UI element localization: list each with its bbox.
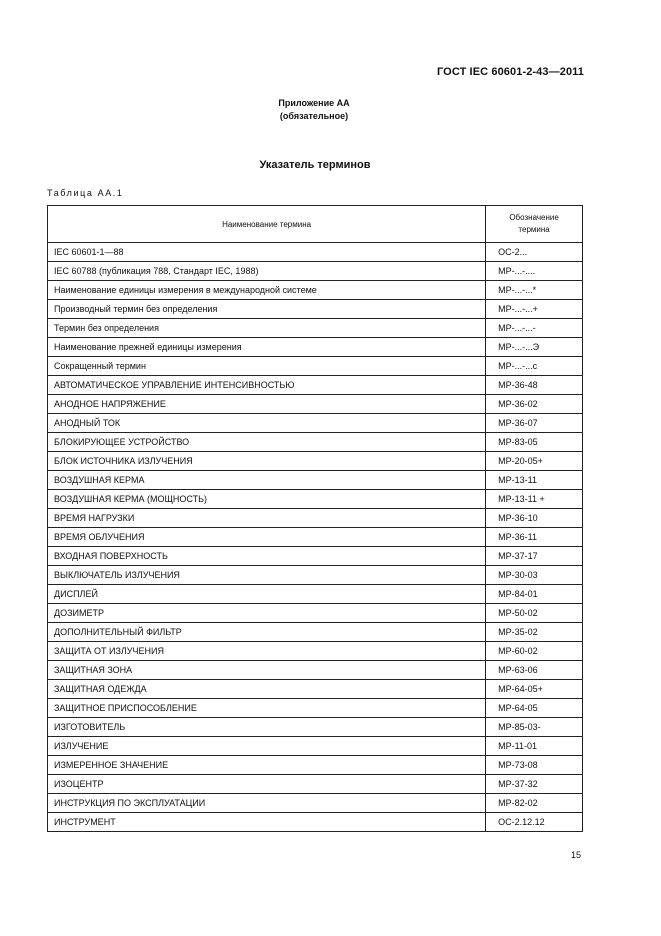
table-row (48, 756, 583, 775)
table-row (48, 528, 583, 547)
term-code-cell: МР-13-11 (486, 471, 583, 490)
table-row (48, 281, 583, 300)
term-code-cell: МР-82-02 (486, 794, 583, 813)
table-row (48, 547, 583, 566)
term-name-cell: ВХОДНАЯ ПОВЕРХНОСТЬ (48, 547, 486, 566)
table-row (48, 566, 583, 585)
term-code-cell: МР-11-01 (486, 737, 583, 756)
term-name-cell: АВТОМАТИЧЕСКОЕ УПРАВЛЕНИЕ ИНТЕНСИВНОСТЬЮ (48, 376, 486, 395)
term-code-cell: МР-37-32 (486, 775, 583, 794)
term-code-cell: МР-83-05 (486, 433, 583, 452)
annex-label: Приложение АА (278, 98, 350, 108)
table-row (48, 699, 583, 718)
table-header-row (48, 206, 583, 243)
table-row (48, 604, 583, 623)
table-row (48, 338, 583, 357)
term-name-cell: ДИСПЛЕЙ (48, 585, 486, 604)
term-name-cell: АНОДНОЕ НАПРЯЖЕНИЕ (48, 395, 486, 414)
term-name-cell: ЗАЩИТНАЯ ОДЕЖДА (48, 680, 486, 699)
table-row (48, 357, 583, 376)
term-name-cell: ИНСТРУМЕНТ (48, 813, 486, 832)
annex-heading (0, 97, 628, 123)
term-name-cell: ИЗЛУЧЕНИЕ (48, 737, 486, 756)
table-row (48, 585, 583, 604)
header-term-name: Наименование термина (48, 206, 486, 243)
term-code-cell: МР-...-...Э (486, 338, 583, 357)
term-code-cell: МР-63-06 (486, 661, 583, 680)
term-name-cell: Наименование единицы измерения в международной системе (48, 281, 486, 300)
term-name-cell: ЗАЩИТА ОТ ИЗЛУЧЕНИЯ (48, 642, 486, 661)
term-name-cell: ИНСТРУКЦИЯ ПО ЭКСПЛУАТАЦИИ (48, 794, 486, 813)
table-row (48, 737, 583, 756)
table-row (48, 452, 583, 471)
term-code-cell: МР-13-11 + (486, 490, 583, 509)
table-row (48, 262, 583, 281)
term-name-cell: БЛОКИРУЮЩЕЕ УСТРОЙСТВО (48, 433, 486, 452)
term-name-cell: ДОЗИМЕТР (48, 604, 486, 623)
term-name-cell: Производный термин без определения (48, 300, 486, 319)
term-code-cell: МР-36-11 (486, 528, 583, 547)
term-code-cell: МР-50-02 (486, 604, 583, 623)
term-name-cell: ЗАЩИТНАЯ ЗОНА (48, 661, 486, 680)
table-row (48, 718, 583, 737)
table-row (48, 319, 583, 338)
term-code-cell: МР-36-48 (486, 376, 583, 395)
term-code-cell: МР-73-08 (486, 756, 583, 775)
table-row (48, 623, 583, 642)
term-code-cell: МР-...-.... (486, 262, 583, 281)
term-name-cell: ВЫКЛЮЧАТЕЛЬ ИЗЛУЧЕНИЯ (48, 566, 486, 585)
term-name-cell: IEC 60788 (публикация 788, Стандарт IEC, 1988) (48, 262, 486, 281)
term-code-cell: МР-20-05+ (486, 452, 583, 471)
document-code: ГОСТ IEC 60601-2-43—2011 (436, 66, 584, 78)
term-code-cell: МР-84-01 (486, 585, 583, 604)
term-name-cell: Сокращенный термин (48, 357, 486, 376)
table-row (48, 661, 583, 680)
term-code-cell: ОС-2... (486, 243, 583, 262)
term-code-cell: МР-...-...- (486, 319, 583, 338)
term-name-cell: ИЗМЕРЕННОЕ ЗНАЧЕНИЕ (48, 756, 486, 775)
term-name-cell: ИЗГОТОВИТЕЛЬ (48, 718, 486, 737)
term-name-cell: ВРЕМЯ НАГРУЗКИ (48, 509, 486, 528)
header-code-line1: Обозначение (509, 213, 559, 222)
term-code-cell: МР-...-...с (486, 357, 583, 376)
annex-status: (обязательное) (279, 111, 349, 121)
table-row (48, 813, 583, 832)
table-row (48, 395, 583, 414)
term-name-cell: ВОЗДУШНАЯ КЕРМА (48, 471, 486, 490)
term-code-cell: МР-36-07 (486, 414, 583, 433)
term-name-cell: ВРЕМЯ ОБЛУЧЕНИЯ (48, 528, 486, 547)
index-title: Указатель терминов (259, 159, 371, 171)
term-code-cell: МР-64-05 (486, 699, 583, 718)
term-name-cell: Термин без определения (48, 319, 486, 338)
term-code-cell: МР-...-...* (486, 281, 583, 300)
term-code-cell: МР-37-17 (486, 547, 583, 566)
term-code-cell: МР-30-03 (486, 566, 583, 585)
table-row (48, 300, 583, 319)
term-code-cell: МР-60-02 (486, 642, 583, 661)
table-row (48, 471, 583, 490)
table-body (48, 243, 583, 832)
table-row (48, 414, 583, 433)
table-row (48, 243, 583, 262)
term-name-cell: Наименование прежней единицы измерения (48, 338, 486, 357)
table-row (48, 642, 583, 661)
term-code-cell: МР-36-02 (486, 395, 583, 414)
term-code-cell: МР-64-05+ (486, 680, 583, 699)
term-name-cell: ЗАЩИТНОЕ ПРИСПОСОБЛЕНИЕ (48, 699, 486, 718)
header-term-code (486, 206, 583, 243)
table-row (48, 509, 583, 528)
table-row (48, 433, 583, 452)
table-row (48, 680, 583, 699)
table-caption: Таблица АА.1 (47, 188, 124, 198)
header-code-line2: термина (518, 225, 550, 234)
term-name-cell: АНОДНЫЙ ТОК (48, 414, 486, 433)
term-name-cell: ДОПОЛНИТЕЛЬНЫЙ ФИЛЬТР (48, 623, 486, 642)
terms-table (47, 205, 583, 832)
term-name-cell: БЛОК ИСТОЧНИКА ИЗЛУЧЕНИЯ (48, 452, 486, 471)
table-row (48, 490, 583, 509)
term-code-cell: МР-35-02 (486, 623, 583, 642)
table-row (48, 794, 583, 813)
term-code-cell: МР-36-10 (486, 509, 583, 528)
term-code-cell: МР-...-...+ (486, 300, 583, 319)
term-name-cell: IEC 60601-1—88 (48, 243, 486, 262)
table-row (48, 376, 583, 395)
term-code-cell: ОС-2.12.12 (486, 813, 583, 832)
table-row (48, 775, 583, 794)
term-name-cell: ВОЗДУШНАЯ КЕРМА (МОЩНОСТЬ) (48, 490, 486, 509)
term-name-cell: ИЗОЦЕНТР (48, 775, 486, 794)
term-code-cell: МР-85-03- (486, 718, 583, 737)
page-number: 15 (570, 850, 581, 860)
